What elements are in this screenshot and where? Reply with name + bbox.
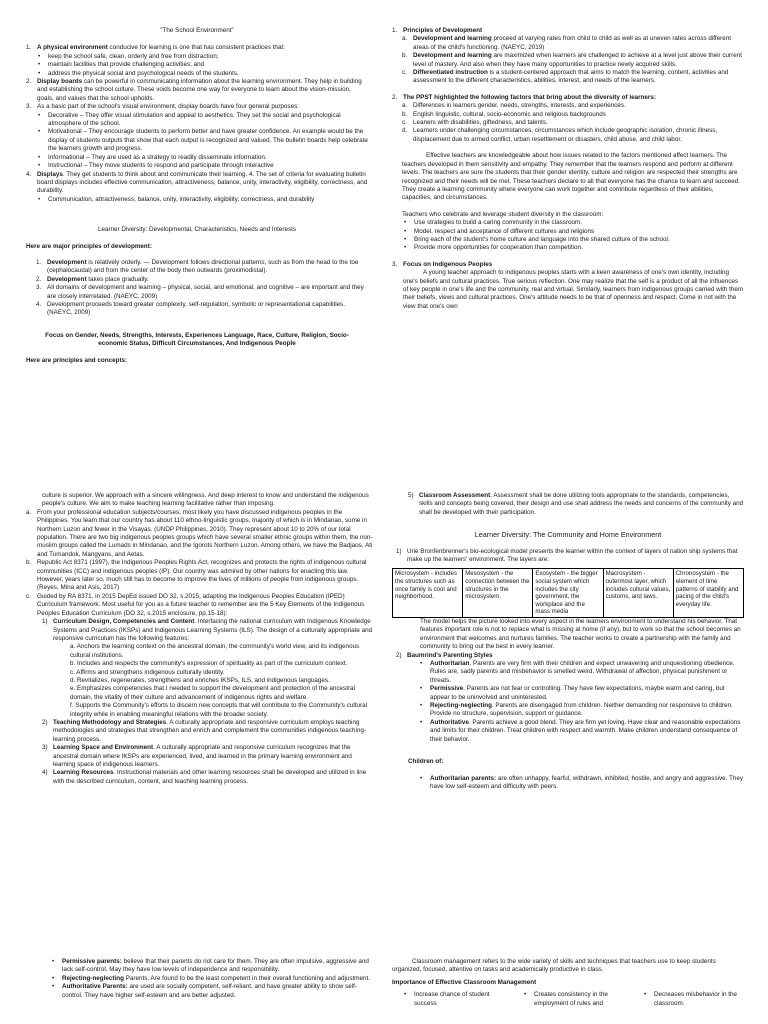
list-item: 3. As a basic part of the school's visual environment, display boards have four general purposes: [26,103,299,111]
list-item: 2. The PPST highlighted the following factors that bring about the diversity of learners: [392,93,656,101]
bullet-item: • Authoritative Parents: are used are socially competent, self-reliant, and have greater ability to show self-control. They have higher self-esteem and are better adjusted. [40,983,374,1000]
bullet-item: • Creates consistency in the employment of rules and [512,991,632,1008]
bullet-item: • Permissive parents: believe that their parents do not care for them. They are often impulsive, aggressive and lack self-control. May they have low levels of independence and responsibility. [40,958,374,975]
page1-left-column [26,27,368,365]
list-item: b. Republic Act 8371 (1997), the Indigenous Peoples Rights Act, recognizes and protects the rights of indigenous cultural communities (ICC) and indigenous peoples (IP). Our country was admired by other nations for enacting this law. However, years later so, much still has to become to improve the lives of millions of people from indigenous groups. (Reyes, Mina and Asis, 2017) [26,559,367,592]
table-cell: Microsystem - includes the structures such as once family is cool and neighborhood. [393,569,463,618]
paragraph: A young teacher approach to indigenous peoples starts with a keen awareness of one's own identity, including one's beliefs and cultural practices. True serious reflection. One may realize that the self is a product of all the influences of key people in one's life and the community, real and virtual. Similarly, learners from indigenous groups carried with them their beliefs, views and cultural practices. One's attitude needs to be that of openness and respect. Come in not with the view that one's own [403,269,744,310]
element-item: 3) Learning Space and Environment. A culturally appropriate and responsive curriculum recognizes that the ancestral domain where IKSPs are experienced, lived, and learned in the primary learning environment and learning space of indigenous learners. [42,744,352,768]
table-cell: Exosystem - the bigger social system which includes the city government, the workplace and the mass media [533,569,603,618]
sub-item: d. Learners under challenging circumstances, circumstances which include geographic isolation, chronic illness, displacement due to armed conflict, urban resettlement or disasters, child abuse, and child labor. [402,127,718,143]
paragraph: culture is superior. We approach with a sincere willingness. And deep interest to know and understand the indigenous people's culture. We aim to make teaching learning facilitative rather than imposing. [42,492,369,508]
section-intro: Children of: [408,758,444,766]
section-heading: Focus on Gender, Needs, Strengths, Interests, Experiences Language, Race, Culture, Religion, Socio-economic Status, Difficult Circumstances, And Indigenous People [45,331,349,348]
sub-item: c. Differentiated instruction is a student-centered approach that aims to match the learning, content, activities and assessment to the different characteristics, abilities, interest, and needs of the learners. [402,69,729,85]
list-item: 3. Focus on Indigenous Peoples [392,260,493,268]
sub-item: c. Leaners with disabilities, giftedness, and talents. [402,119,548,127]
bullet-item: • keep the school safe, clean, orderly and free from distraction; [26,53,368,61]
importance-columns [392,991,744,1008]
list-item: c. Guided by RA 8371, in 2015 DepEd issued DO 32, s.2015, adapting the Indigenous Peoples Education (IPED) Curriculum framework. Most useful for you as a future teacher to remember are the 5 Key Elements of the Indigenous Peoples Education Curriculum (DO 32, s.2015 enclosure, pp.15-18): [26,592,365,617]
element-item: 4) Learning Resources. Instructional materials and other learning resources shall be developed and utilized in line with the described curriculum, content, and teaching learning process. [42,769,367,785]
page2-left-column [26,492,374,786]
table-cell: Mesosystem - the connection between the structures in the microsystem. [463,569,533,618]
paragraph: The model helps the picture looked into every aspect in the learners environment to understand his behavior. That features important role is not to replace what is missing at home (if any), but to work so that the school becomes an environment that welcomes and nurtures families. The teacher works to create a partnership with the family and community to bring out the best in every learner. [420,618,741,651]
element-item: 1) Curriculum Design, Competencies and Content. Interfacing the national curriculum with Indigenous Knowledge Systems and Practices (IKSPs) and Indigenous Learning Systems (ILS). The design of a culturally appropriate and responsive curriculum has the following features: [42,618,373,642]
sub-item: e. Emphasizes competencies that I needed to support the development and protection of the ancestral domain, the vitality of their culture and advancement of indigenous rights and welfare. [70,685,355,701]
paragraph: Teachers who celebrate and leverage student diversity in the classroom: [402,210,604,218]
table-cell: Chronosystem - the element of time patterns of stability and pacing of the child's everyday life. [673,569,743,618]
bullet-item: • Use strategies to build a caring community in the classroom. [392,219,744,227]
bullet-item: • Rejecting-neglecting. Parents are disengaged from children. Neither demanding nor responsive to children. Provide no structure, supervision, support or guidance. [408,702,744,719]
sub-item: b. English linguistic, cultural, socio-economic and religious backgrounds [402,110,606,118]
bullet-item: • address the physical social and psychological needs of the students. [26,70,368,78]
sub-item: a. Anchors the learning context on the ancestral domain, the community's world view, and its indigenous cultural institutions. [70,643,360,659]
section-heading: Learner Diversity: Developmental, Characteristics, Needs and Interests [97,226,297,234]
sub-item: f. Supports the Community's efforts to discern new concepts that will contribute to the Community's cultural integrity while in enabling meaningful relations with the broader society. [70,702,367,718]
bullet-item: • Decorative – They offer visual stimulation and appeal to aesthetics. They set the social and psychological atmosphere of the school. [26,112,368,129]
bullet-item: • Authoritarian. Parents are very firm with their children and expect unwavering and unquestioning obedience. Rules are, sadly parents and misbehavior is smelled weird. Withdrawal of affection, physical punishment or threats. [408,660,744,685]
bullet-item: • Provide more opportunities for cooperation than competition. [392,244,744,252]
doc-title: "The School Environment" [160,27,234,34]
bullet-item: • Permissive. Parents are not fear or controlling. They have few expectations, maybe warm and caring, but appear to be uninvolved and uninterested. [408,685,744,702]
sub-item: a. Development and learning proceed at varying rates from child to child as well as at uneven rates across different areas of the child's functioning. (NAEYC, 2019) [402,35,732,51]
list-item: a. From your professional education subjects/courses, most likely you have discussed indigenous peoples in the Philippines. You learn that our country has about 110 ethno-linguistic groups, majority of which is in Mindanao, some in Northern Luzon and fewer in the Visayas. (UNDP Philippines, 2010). They represent about 10 to 20% of our total population. There are two big indigenous peoples groups which have several smaller ethnic groups within them, the non-muslim groups called the Lumads in Mindanao, and the Igorots Northern Luzon. Among others, we have the Badjaos, Ati and Tumandok, Mangyans, and Aetas. [26,508,373,558]
sub-item: a. Differences in learners gender, needs, strengths, interests, and experiences. [402,102,626,110]
section-intro: Here are major principles of development: [26,242,152,250]
bullet-item: • maintain facilities that provide challenging activities; and [26,61,368,69]
list-item: 4. Development proceeds toward greater complexity, self-regulation, symbolic or representational capabilities. (NAEYC, 2009) [36,300,346,317]
list-item: 2. Development takes place gradually. [36,275,149,283]
paragraph: Classroom management refers to the wide variety of skills and techniques that teachers use to keep students organized, focused, attentive on tasks and academically productive in class. [392,958,716,974]
bullet-item: • Authoritarian parents: are often unhappy, fearful, withdrawn, inhibited, hostile, and angry and aggressive. They have low self-esteem and difficulty with peers. [408,775,744,792]
page2-right-column [392,492,744,791]
list-item: 1. Principles of Development [392,27,483,34]
bullet-item: • Instructional – They move students to respond and participate through interactive [26,162,368,170]
bullet-item: • Informational – They are used as a strategy to readily disseminate information. [26,154,368,162]
element-item: 2) Teaching Methodology and Strategies. A culturally appropriate and responsive curriculum employs teaching methodologies and strategies that strengthen and enrich and complement the communities indigenous teaching-learning process. [42,718,366,743]
page3-right-column [392,958,744,1008]
bullet-item: • Authoritative. Parents achieve a good blend. They are firm yet loving. Have clear and reasonable expectations and limits for their children. Treat children with respect and warmth. Make children understand consequence of their behavior. [408,719,744,744]
section-intro: Here are principles and concepts: [26,356,128,364]
bullet-item: • Decreases misbehavior in the classroom. [632,991,744,1008]
list-item: 4. Displays. They get students to think about and communicate their learning. 4. The set of criteria for evaluating bulletin board displays includes effective communication, attractiveness, balance, unity, interactivity, eligibility, correctness, and durability. [26,170,368,195]
section-heading: Importance of Effective Classroom Management [392,978,537,986]
sub-item: b. Includes and respects the community's expression of spirituality as part of the curriculum context. [70,660,348,668]
bullet-item: • Communication, attractiveness, balance, unity, interactivity, eligibility, correctness, and durability [26,196,368,204]
paragraph: Effective teachers are knowledgeable about how issues related to the factors mentioned affect learners. The teachers developed in them sensitivity and empathy. They remember that the learners respond and perform at different levels. The teachers are sure the students that their gender identity, culture and religion are respected their strengths are recognized and their needs will be met. These teachers declare to all that everyone has the chance to learn and succeed. They create a learning community where everyone can work together and contribute regardless of their abilities, capacities, and circumstances. [402,152,741,202]
section-heading: Learner Diversity: The Community and Home Environment [474,530,662,540]
list-item: 1. A physical environment conducive for learning is one that has consistent practices that: [26,44,285,52]
bullet-item: • Rejecting-neglecting Parents. Are found to be the least competent in their overall functioning and adjustment. [40,975,374,983]
bullet-item: • Model, respect and acceptance of different cultures and religions [392,228,744,236]
element-item: 5) Classroom Assessment. Assessment shall be done utilizing tools appropriate to the standards, competencies, skills and concepts being covered, their design and use shall address the needs and concerns of the community and shall be developed with their participation. [408,492,744,516]
sub-item: b. Development and learning are maximized when learners are challenged to achieve at a level just above their current level of mastery. And also when they have many opportunities to practice newly acquired skills. [402,52,742,68]
bullet-item: • Motivational – They encourage students to perform better and have greater confidence. An example would be the display of students outputs that show that each output is recognized and valued. The bulletin boards help celebrate the learners growth and progress. [26,128,368,153]
sub-item: c. Affirms and strengthens indigenous culturally identity. [70,668,225,676]
table-cell: Macrosystem - outermost layer, which includes cultural values, customs, and laws. [603,569,673,618]
list-item: 2. Display boards can be powerful in communicating information about the learning environment. They help in building and establishing the school culture. These voids become one way for everyone to learn about the vision-mission, goals, and values that the school upholds. [26,78,362,102]
page3-left-column [40,958,374,1000]
list-item: 1) Urie Bronfenbrenner's bio-ecological model presents the learner within the context of layers of nation ship systems that make up the learners' environment. The layers are: [396,547,738,564]
page1-right-column [392,27,744,311]
bullet-item: • Increase chance of student success [392,991,512,1008]
sub-item: d. Revitalizes, regenerates, strengthens and enriches IKSPs, ILS, and indigenous languages. [70,676,330,684]
list-item: 1. Development is relatively orderly. — Development follows directional patterns, such as from the head to the toe (cephalocaudal) and from the center of the body then outwards (proximodistal). [36,258,359,275]
list-item: 3. All domains of development and learning – physical, social, and emotional, and cognitive – are important and they are closely interrelated. (NAEYC, 2009) [36,284,364,300]
bullet-item: • Bring each of the student's home culture and language into the shared culture of the school. [392,236,744,244]
list-item: 2) Baumrind's Parenting Styles [396,651,493,659]
ecological-systems-table [392,568,744,618]
